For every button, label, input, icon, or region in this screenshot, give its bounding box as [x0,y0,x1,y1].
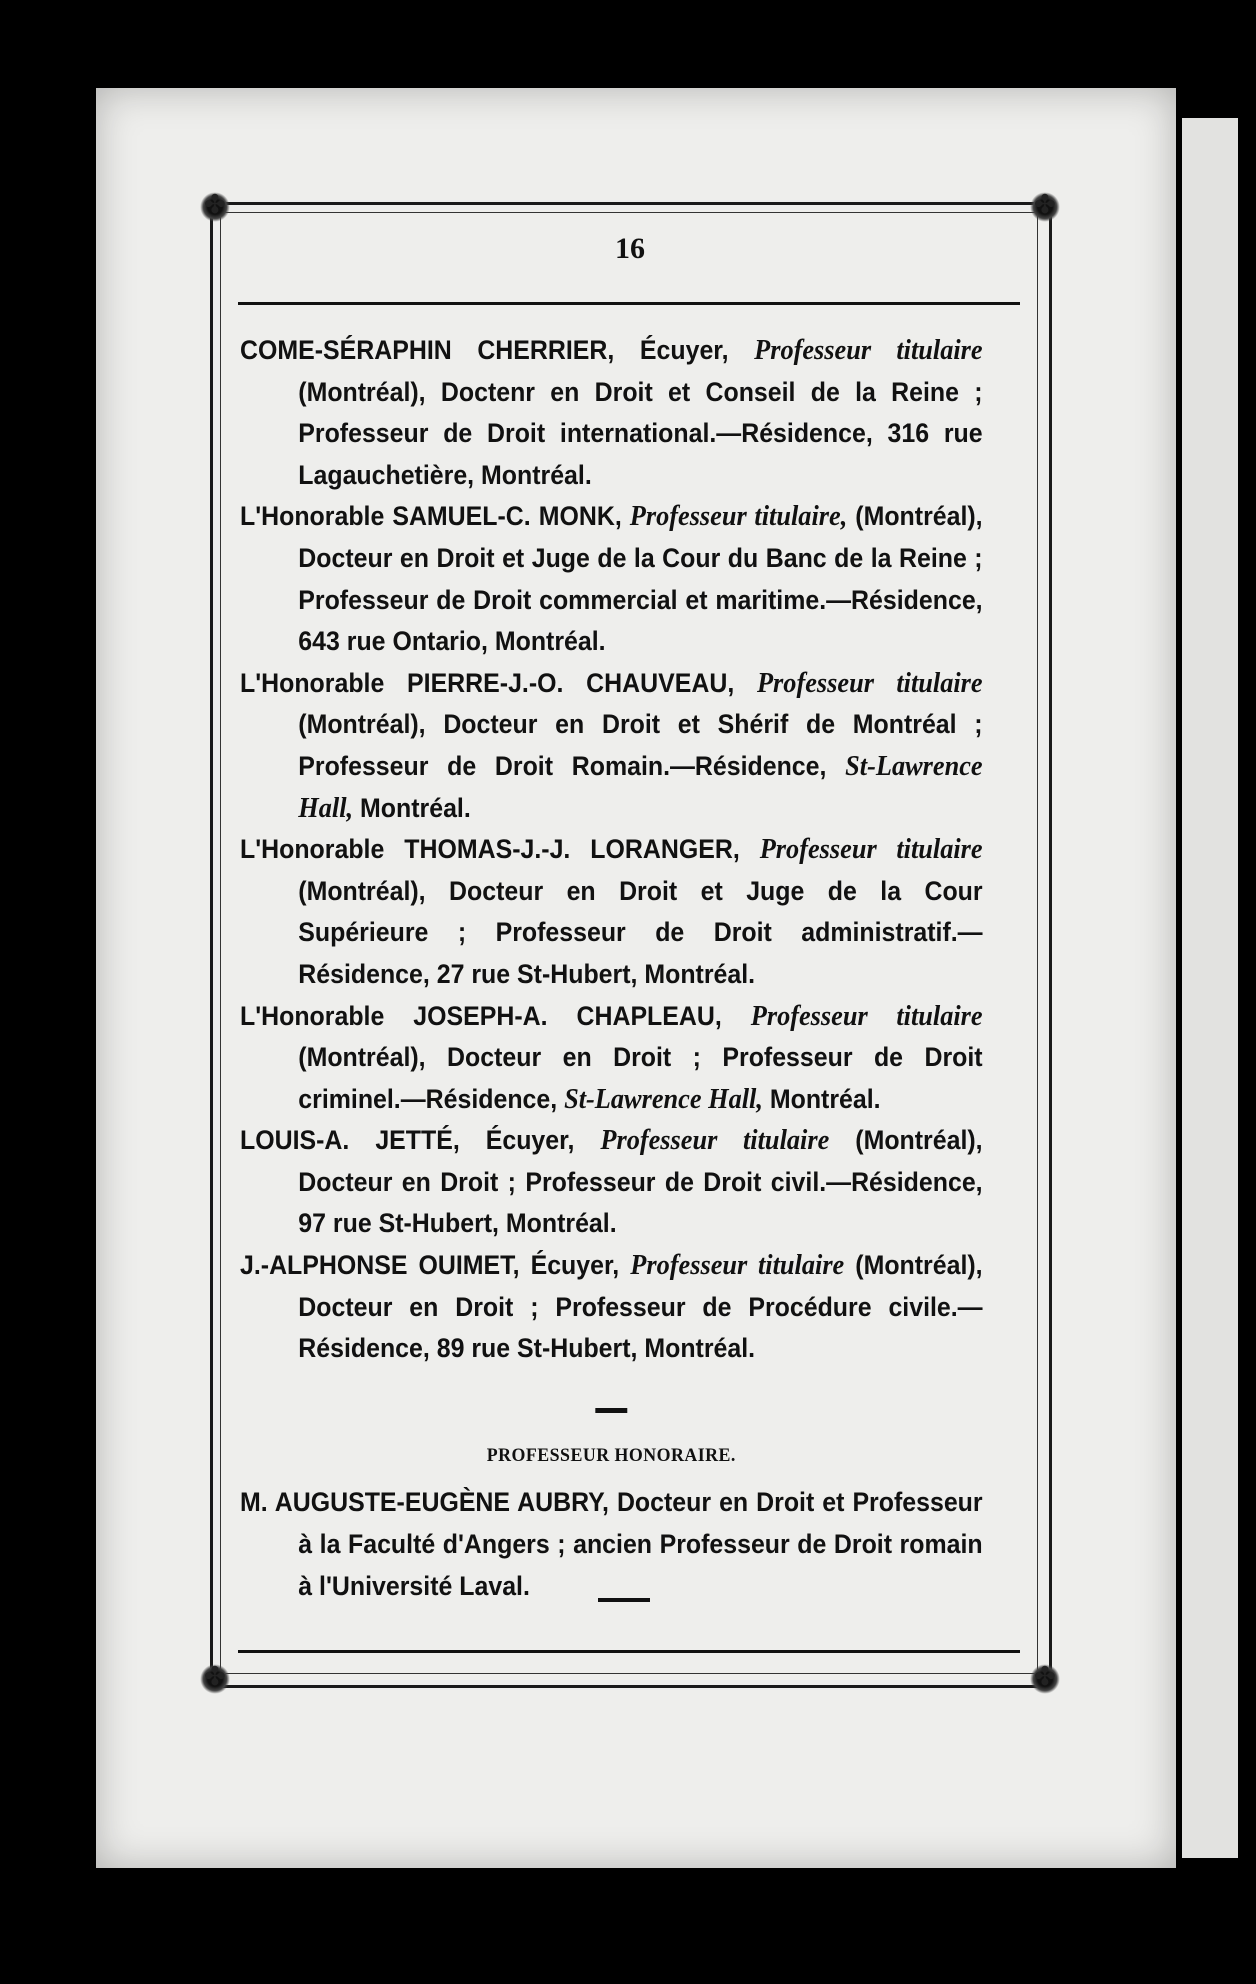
end-rule [598,1598,650,1602]
faculty-entry [240,663,983,829]
faculty-entry [240,996,983,1121]
professor-title: Professeur titulaire [756,667,983,699]
professor-rank: Écuyer, [614,335,755,365]
footer-rule [238,1650,1020,1653]
professor-name: L'Honorable SAMUEL-C. MONK, [240,501,630,532]
professor-details: (Montréal), Docteur en Droit ; Professeur de Droit civil.—Résidence, 97 rue St-Hubert, Montréal. [298,1125,983,1239]
professor-rank: Écuyer, [519,1250,631,1281]
professor-title: Professeur titulaire [754,335,983,366]
faculty-entry [240,1245,983,1370]
professor-title: Professeur titulaire [630,1250,845,1282]
faculty-entry [240,1120,983,1245]
professor-details: (Montréal), Doctenr en Droit et Conseil de la Reine ; Professeur de Droit international.—Résidence, 316 rue Lagauchetière, Montréal. [298,376,983,490]
professor-details: (Montréal), Docteur en Droit et Shérif de Montréal ; Professeur de Droit Romain.—Résidence, [298,709,983,781]
corner-ornament-icon [1030,1664,1060,1694]
faculty-entry [240,496,983,662]
professor-name: L'Honorable THOMAS-J.-J. LORANGER, [240,834,760,865]
corner-ornament-icon [200,1664,230,1694]
professor-details: (Montréal), Docteur en Droit et Juge de la Cour du Banc de la Reine ; Professeur de Droit commercial et maritime.—Résidence, 643 rue Ontario, Montréal. [298,501,983,657]
section-divider [595,1408,627,1413]
professor-name: COME-SÉRAPHIN CHERRIER, [240,335,615,365]
faculty-entry [240,330,983,496]
residence-city: Montréal. [762,1083,881,1114]
honorary-heading: PROFESSEUR HONORAIRE. [486,1444,736,1466]
professor-title: Professeur titulaire [759,834,983,866]
residence-city: Montréal. [353,792,471,823]
professor-title: Professeur titulaire [600,1125,830,1157]
header-rule [238,302,1020,305]
professor-details: (Montréal), Docteur en Droit et Juge de la Cour Supérieure ; Professeur de Droit administratif.—Résidence, 27 rue St-Hubert, Montréal. [298,875,983,989]
corner-ornament-icon [200,192,230,222]
professor-name: L'Honorable JOSEPH-A. CHAPLEAU, [240,1000,751,1031]
facing-page-edge [1182,118,1238,1858]
professor-name: LOUIS-A. JETTÉ, [240,1125,460,1156]
professor-name: J.-ALPHONSE OUIMET, [240,1250,520,1281]
honorary-entry: M. AUGUSTE-EUGÈNE AUBRY, Docteur en Droit et Professeur à la Faculté d'Angers ; ancien Professeur de Droit romain à l'Université Laval. [240,1487,983,1601]
faculty-list [240,330,983,1607]
professor-rank: Écuyer, [459,1125,601,1156]
residence-name: St-Lawrence Hall, [298,750,983,824]
page-number: 16 [615,232,645,265]
professor-title: Professeur titulaire [750,1000,983,1032]
corner-ornament-icon [1030,192,1060,222]
professor-details: (Montréal), Docteur en Droit ; Professeur de Droit criminel.—Résidence, [298,1042,983,1114]
professor-title: Professeur titulaire, [629,501,848,533]
faculty-entry [240,829,983,995]
professor-details: (Montréal), Docteur en Droit ; Professeur de Procédure civile.—Résidence, 89 rue St-Hubert, Montréal. [298,1250,983,1364]
professor-name: L'Honorable PIERRE-J.-O. CHAUVEAU, [240,667,757,698]
residence-name: St-Lawrence Hall, [564,1083,763,1115]
